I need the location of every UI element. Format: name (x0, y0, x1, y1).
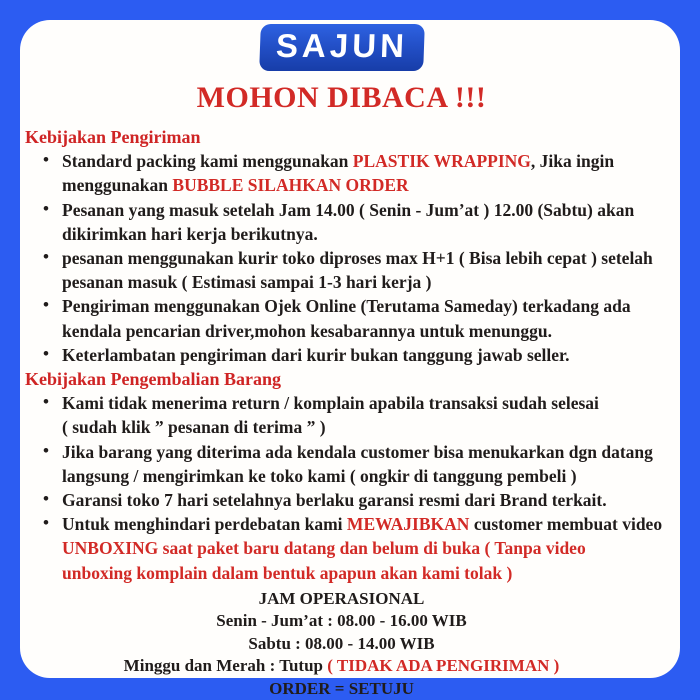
body-text: , Jika ingin (530, 151, 615, 172)
body-text: kendala pencarian driver,mohon kesabarannya untuk menunggu. (62, 320, 552, 341)
highlighted-text: BUBBLE SILAHKAN ORDER (172, 175, 409, 196)
bullet-line-first (43, 391, 658, 415)
body-text: pesanan menggunakan kurir toko diproses max H+1 ( Bisa lebih cepat ) setelah (62, 248, 653, 269)
bullet-dot-icon: • (43, 295, 49, 315)
bullet-dot-icon: • (43, 489, 49, 509)
footer-line (25, 588, 658, 611)
footer-line (25, 610, 658, 633)
logo-row (25, 24, 658, 71)
bullet-line-wrap (62, 173, 658, 197)
section-heading: Kebijakan Pengembalian Barang (25, 369, 282, 390)
body-text: JAM OPERASIONAL (258, 588, 425, 608)
body-text: menggunakan (62, 175, 173, 196)
body-text: ORDER = SETUJU (269, 678, 414, 698)
body-text: customer membuat video (469, 514, 663, 535)
bullet-line-first (43, 294, 658, 318)
bullet-line-wrap (62, 415, 658, 439)
body-text: Untuk menghindari perdebatan kami (62, 514, 347, 535)
section-heading: Kebijakan Pengiriman (25, 127, 201, 147)
bullet-dot-icon: • (43, 150, 49, 170)
notice-title: MOHON DIBACA !!! (196, 81, 487, 114)
body-text: dikirimkan hari kerja berikutnya. (62, 223, 318, 244)
bullet-line-wrap (62, 464, 658, 488)
store-logo: SAJUN (259, 24, 425, 71)
bullet-dot-icon: • (43, 247, 49, 267)
footer-line (25, 655, 658, 678)
body-text: langsung / mengirimkan ke toko kami ( ongkir di tanggung pembeli ) (62, 465, 577, 486)
bullet-dot-icon: • (43, 440, 49, 460)
body-text: ( sudah klik ” pesanan di terima ” ) (62, 417, 326, 438)
highlighted-text: MEWAJIBKAN (346, 514, 470, 535)
bullet-line-first (43, 488, 658, 512)
bullet-line-first (43, 198, 658, 222)
body-text: Standard packing kami menggunakan (62, 151, 353, 172)
bullet-line-wrap (62, 222, 658, 246)
bullet-line-wrap (62, 536, 658, 560)
bullet-dot-icon: • (43, 392, 49, 412)
bullet-line-first (43, 246, 658, 270)
bullet-line-wrap (62, 561, 658, 585)
footer-line (25, 633, 658, 656)
sections-container (25, 125, 663, 585)
body-text: pesanan masuk ( Estimasi sampai 1-3 hari kerja ) (62, 272, 432, 293)
body-text: Sabtu : 08.00 - 14.00 WIB (248, 633, 435, 653)
footer-line (25, 678, 658, 700)
highlighted-text: UNBOXING saat paket baru datang dan belum di buka ( Tanpa video (62, 538, 586, 559)
highlighted-text: ( TIDAK ADA PENGIRIMAN ) (327, 656, 560, 676)
body-text: Kami tidak menerima return / komplain apabila transaksi sudah selesai (62, 393, 599, 414)
body-text: Jika barang yang diterima ada kendala customer bisa menukarkan dgn datang (62, 441, 653, 462)
body-text: Keterlambatan pengiriman dari kurir bukan tanggung jawab seller. (62, 344, 570, 365)
body-text: Pesanan yang masuk setelah Jam 14.00 ( Senin - Jum’at ) 12.00 (Sabtu) akan (62, 199, 635, 220)
highlighted-text: unboxing komplain dalam bentuk apapun akan kami tolak ) (62, 562, 513, 583)
body-text: Minggu dan Merah : Tutup (123, 656, 328, 676)
body-text: Senin - Jum’at : 08.00 - 16.00 WIB (216, 611, 467, 631)
bullet-line-first (43, 512, 663, 536)
bullet-dot-icon: • (43, 513, 49, 533)
bullet-line-first (43, 149, 658, 173)
bullet-dot-icon: • (43, 198, 49, 218)
bullet-line-wrap (62, 270, 658, 294)
operational-hours (25, 588, 658, 700)
body-text: Garansi toko 7 hari setelahnya berlaku garansi resmi dari Brand terkait. (62, 490, 607, 511)
bullet-line-first (43, 440, 658, 464)
bullet-line-first (43, 343, 658, 367)
policy-card (20, 20, 680, 698)
bullet-dot-icon: • (43, 343, 49, 363)
bullet-line-wrap (62, 319, 658, 343)
highlighted-text: PLASTIK WRAPPING (352, 151, 531, 172)
body-text: Pengiriman menggunakan Ojek Online (Terutama Sameday) terkadang ada (62, 296, 631, 317)
